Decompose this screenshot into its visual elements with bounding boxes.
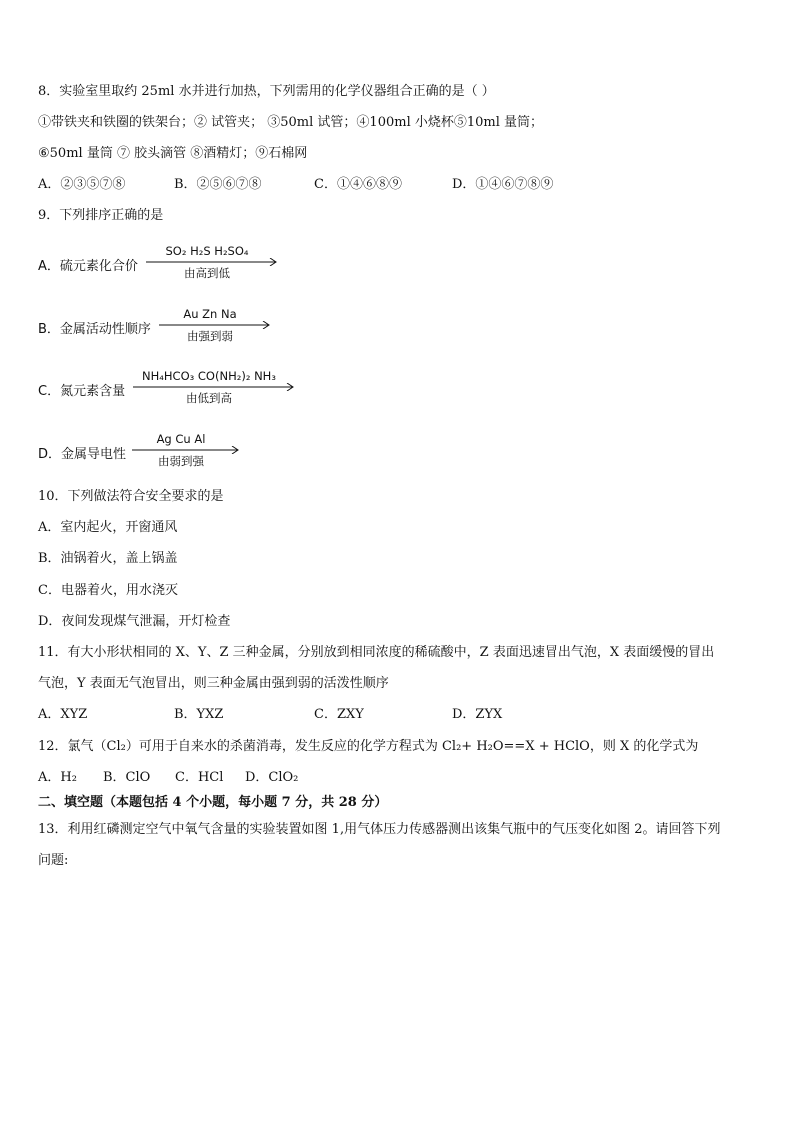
question-8-items-line1: ①带铁夹和铁圈的铁架台；② 试管夹； ③50ml 试管；④100ml 小烧杯⑤10ml 量筒； bbox=[38, 115, 544, 130]
question-11-option-c[interactable]: C．ZXY bbox=[314, 707, 364, 722]
question-8-options bbox=[38, 176, 758, 194]
question-12-option-c[interactable]: C．HCl bbox=[175, 770, 224, 785]
question-10-option-a[interactable]: A．室内起火，开窗通风 bbox=[38, 520, 178, 535]
question-9-option-c[interactable] bbox=[38, 369, 338, 409]
question-9-option-d-above: Ag Cu Al bbox=[156, 432, 206, 446]
question-12-stem: 12．氯气（Cl₂）可用于自来水的杀菌消毒，发生反应的化学方程式为 Cl₂+ H₂O==X + HClO，则 X 的化学式为 bbox=[38, 739, 699, 754]
question-9-option-b[interactable] bbox=[38, 307, 338, 347]
question-8-option-c[interactable]: C．①④⑥⑧⑨ bbox=[314, 177, 402, 192]
question-9-option-c-label: C．氮元素含量 bbox=[38, 384, 126, 399]
question-9-option-c-below: 由低到高 bbox=[186, 391, 232, 405]
question-8-items-line2: ⑥50ml 量筒 ⑦ 胶头滴管 ⑧酒精灯；⑨石棉网 bbox=[38, 146, 308, 161]
question-11-stem-line1: 11．有大小形状相同的 X、Y、Z 三种金属，分别放到相同浓度的稀硫酸中，Z 表面迅速冒出气泡，X 表面缓慢的冒出 bbox=[38, 645, 715, 660]
question-11-option-d[interactable]: D．ZYX bbox=[452, 707, 503, 722]
question-11-option-b[interactable]: B．YXZ bbox=[174, 707, 224, 722]
question-8-option-a[interactable]: A．②③⑤⑦⑧ bbox=[38, 177, 126, 192]
question-12-option-b[interactable]: B．ClO bbox=[103, 770, 151, 785]
question-9-option-b-label: B．金属活动性顺序 bbox=[38, 322, 151, 337]
section-2-title: 二、填空题（本题包括 4 个小题，每小题 7 分，共 28 分） bbox=[38, 795, 388, 810]
question-9-option-b-arrow bbox=[159, 307, 271, 343]
question-11-options bbox=[38, 706, 758, 724]
question-9-option-b-above: Au Zn Na bbox=[183, 307, 237, 321]
question-10-stem: 10．下列做法符合安全要求的是 bbox=[38, 489, 224, 504]
question-11-option-a[interactable]: A．XYZ bbox=[38, 707, 88, 722]
question-9-option-d[interactable] bbox=[38, 432, 338, 472]
question-9-option-c-above: NH₄HCO₃ CO(NH₂)₂ NH₃ bbox=[142, 369, 276, 383]
question-9-option-d-arrow bbox=[132, 432, 240, 468]
question-13-stem-line2: 问题: bbox=[38, 853, 69, 868]
question-10-option-d[interactable]: D．夜间发现煤气泄漏，开灯检查 bbox=[38, 614, 231, 629]
question-9-stem: 9．下列排序正确的是 bbox=[38, 208, 164, 223]
question-9-option-a-above: SO₂ H₂S H₂SO₄ bbox=[165, 244, 249, 258]
question-9-option-d-below: 由弱到强 bbox=[158, 454, 204, 468]
question-12-options bbox=[38, 769, 758, 787]
question-9-option-c-arrow bbox=[133, 369, 295, 405]
question-9-option-a-arrow bbox=[146, 244, 278, 280]
question-13-stem-line1: 13．利用红磷测定空气中氧气含量的实验装置如图 1,用气体压力传感器测出该集气瓶中的气压变化如图 2。请回答下列 bbox=[38, 822, 721, 837]
question-11-stem-line2: 气泡，Y 表面无气泡冒出，则三种金属由强到弱的活泼性顺序 bbox=[38, 676, 389, 691]
question-8-option-d[interactable]: D．①④⑥⑦⑧⑨ bbox=[452, 177, 554, 192]
question-9-option-a[interactable] bbox=[38, 244, 338, 284]
question-9-option-d-label: D．金属导电性 bbox=[38, 447, 127, 462]
question-10-option-b[interactable]: B．油锅着火，盖上锅盖 bbox=[38, 551, 178, 566]
question-9-option-a-label: A．硫元素化合价 bbox=[38, 259, 138, 274]
question-9-option-a-below: 由高到低 bbox=[184, 266, 230, 280]
question-12-option-a[interactable]: A．H₂ bbox=[38, 770, 77, 785]
question-9-option-b-below: 由强到弱 bbox=[187, 329, 233, 343]
question-12-option-d[interactable]: D．ClO₂ bbox=[245, 770, 299, 785]
question-10-option-c[interactable]: C．电器着火，用水浇灭 bbox=[38, 583, 178, 598]
question-8-option-b[interactable]: B．②⑤⑥⑦⑧ bbox=[174, 177, 262, 192]
question-8-stem: 8．实验室里取约 25ml 水并进行加热，下列需用的化学仪器组合正确的是（ ） bbox=[38, 84, 495, 99]
